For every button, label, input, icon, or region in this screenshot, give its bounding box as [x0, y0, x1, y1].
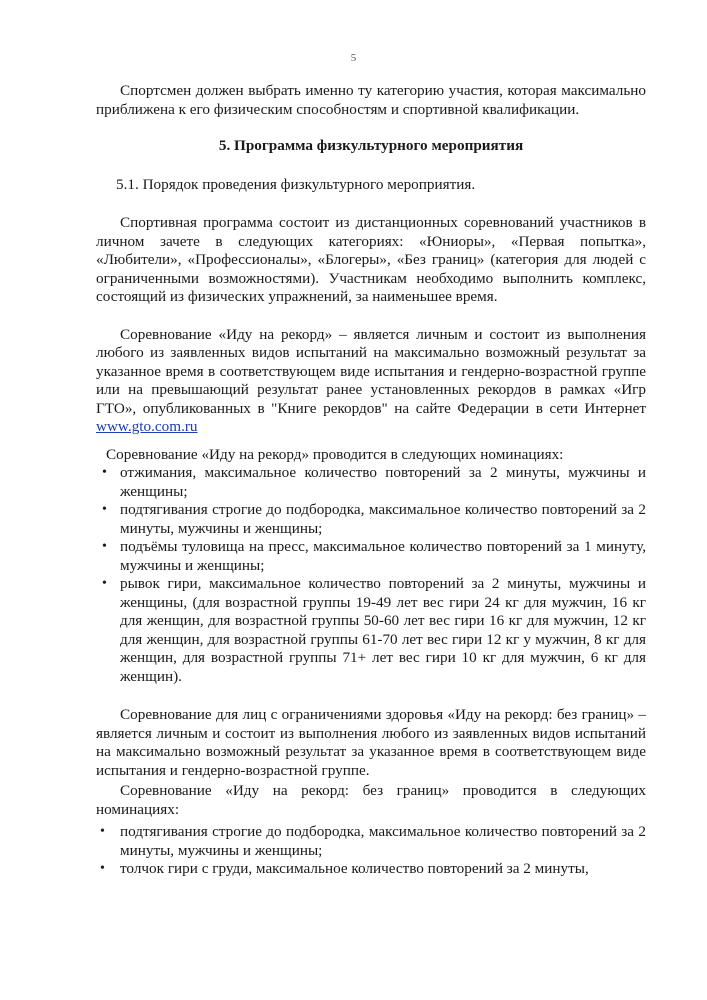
list-item: • подтягивания строгие до подбородка, максимальное количество повторений за 2 минуты, мужчины и женщины; — [96, 501, 646, 538]
record-paragraph — [96, 326, 646, 437]
intro-paragraph: Спортсмен должен выбрать именно ту категорию участия, которая максимально приближена к его физическим способностям и спортивной квалификации. — [96, 82, 646, 118]
list-item: • подъёмы туловища на пресс, максимальное количество повторений за 1 минуту, мужчины и женщины; — [96, 538, 646, 575]
subsection-title: 5.1. Порядок проведения физкультурного мероприятия. — [116, 175, 476, 193]
section-heading: 5. Программа физкультурного мероприятия — [218, 137, 524, 154]
nominations-intro: Соревнование «Иду на рекорд» проводится в следующих номинациях: — [106, 445, 564, 463]
limits-nominations-intro: Соревнование «Иду на рекорд: без границ» проводится в следующих номинациях: — [96, 782, 646, 818]
document-body — [96, 82, 646, 879]
list-item: • подтягивания строгие до подбородка, максимальное количество повторений за 2 минуты, мужчины и женщины; — [96, 823, 646, 860]
limits-nominations-list — [96, 823, 646, 879]
list-item: • отжимания, максимальное количество повторений за 2 минуты, мужчины и женщины; — [96, 464, 646, 501]
program-paragraph: Спортивная программа состоит из дистанционных соревнований участников в личном зачете в следующих категориях: «Юниоры», «Первая попытка», «Любители», «Профессионалы», «Блогеры», «Без границ» (категория для людей с ограниченными возможностями). Участникам необходимо выполнить комплекс, состоящий из физических упражнений, за наименьшее время. — [96, 214, 646, 305]
page-number: 5 — [350, 52, 357, 64]
list-item: • рывок гири, максимальное количество повторений за 2 минуты, мужчины и женщины, (для возрастной группы 19-49 лет вес гири 24 кг для мужчин, 16 кг для женщин, для возрастной группы 50-60 лет вес гири 16 кг для мужчин, 12 кг для женщин, для возрастной группы 61-70 лет вес гири 12 кг у мужчин, 8 кг для женщин, для возрастной группы 71+ лет вес гири 10 кг для мужчин, 6 кг для женщин). — [96, 575, 646, 686]
gto-website-link[interactable]: www.gto.com.ru — [96, 418, 198, 435]
limits-paragraph: Соревнование для лиц с ограничениями здоровья «Иду на рекорд: без границ» – является личным и состоит из выполнения любого из заявленных видов испытаний на максимально возможный результат за указанное время в соответствующем виде испытания и гендерно-возрастной группе. — [96, 706, 646, 779]
nominations-list — [96, 464, 646, 686]
list-item: • толчок гири с груди, максимальное количество повторений за 2 минуты, — [96, 860, 646, 879]
record-paragraph-text: Соревнование «Иду на рекорд» – является личным и состоит из выполнения любого из заявленных видов испытаний на максимально возможный результат за указанное время в соответствующем виде испытания и гендерно-возрастной группе или на превышающий результат ранее установленных рекордов в рамках «Игр ГТО», опубликованных в "Книге рекордов" на сайте Федерации в сети Интернет — [96, 325, 646, 417]
